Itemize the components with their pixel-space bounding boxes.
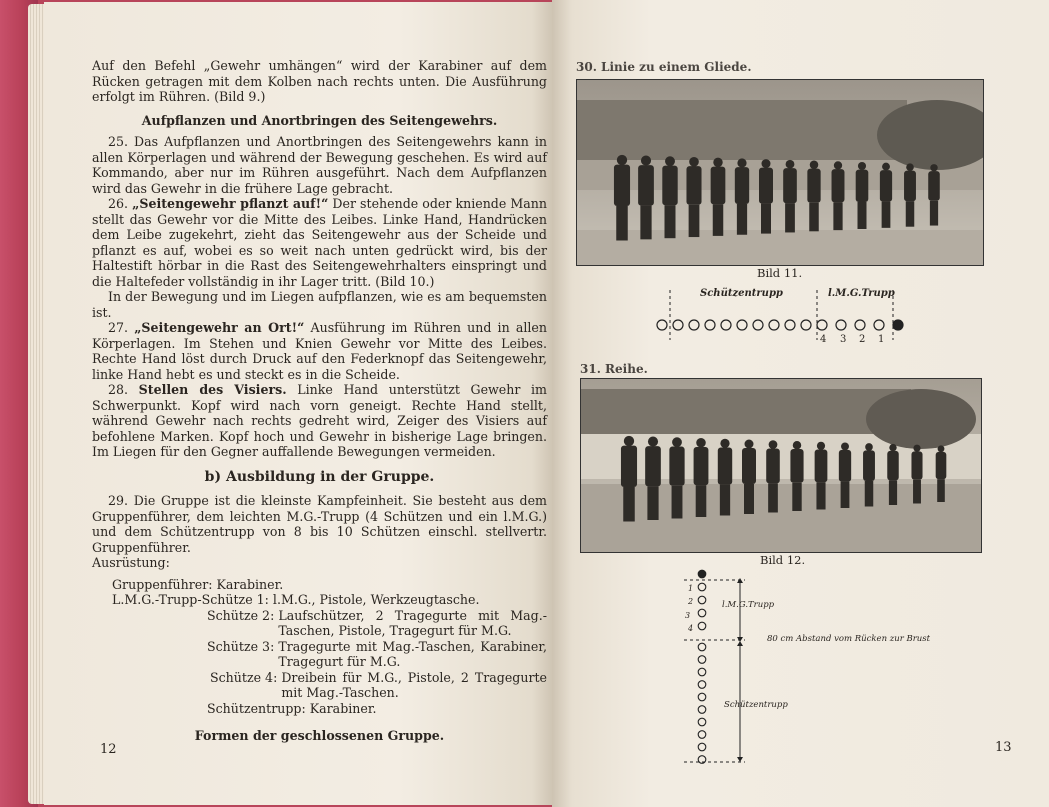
equipment-label: Schütze 4: [210,669,278,685]
caption-bild-11: Bild 11. [757,266,803,280]
diagram-soldier-marker [698,718,706,726]
soldier-body [928,171,940,201]
caption-bild-12: Bild 12. [760,553,806,567]
paragraph-26-text: Der stehende oder kniende Mann stellt das Gewehr vor die Mitte des Leibes. Linke Hand, Handrücken dem Leibe zugekehrt, zieht das Seitengewehr aus der Scheide und pflanzt es auf, wobei es so weit nach unten gedrückt wird, bis der Haltestift hörbar in die Rast des Seitengewehrhalters einspringt und die Haltefeder vollständig in ihr Lager tritt. (Bild 10.) [92,196,548,289]
paragraph-27 [92,320,547,382]
soldier-legs [720,485,730,516]
diagram-soldier-marker [721,320,731,330]
soldier-head [720,439,729,448]
soldier-head [762,159,771,168]
equipment-list [92,577,547,717]
soldier-legs [785,203,795,232]
soldier-head [817,442,825,450]
soldier-legs [841,482,850,508]
soldier-body [904,171,916,202]
soldier-head [713,158,722,167]
equipment-row [92,577,547,593]
soldier-legs [737,204,747,235]
soldier-legs [809,203,819,232]
soldier-body [662,166,677,206]
soldier-body [718,448,732,485]
soldier-body [856,170,869,202]
soldier-head [858,162,866,170]
equipment-row [92,608,547,639]
heading-formen: Formen der geschlossenen Gruppe. [194,728,445,743]
soldier-body [621,446,637,487]
diagram-soldier-marker [769,320,779,330]
soldier-body [783,168,797,203]
soldier-body [832,169,845,202]
photo-bild-11 [576,79,984,266]
soldier-legs [792,483,801,511]
paragraph-26 [92,196,547,289]
equipment-value: Laufschützer, 2 Tragegurte mit Mag.-Taschen, Pistole, Tragegurt für M.G. [278,607,547,638]
soldier-legs [672,486,683,519]
diagram-soldier-marker [698,668,706,676]
section-31-title: 31. Reihe. [580,362,648,376]
equipment-label: Schütze 3: [207,638,275,654]
soldier-body [863,450,875,481]
diagram-soldier-marker [698,681,706,689]
soldier-head [769,440,778,449]
soldier-head [865,443,873,451]
soldier-head [841,442,849,450]
soldier-head [793,441,801,449]
soldier-head [745,440,754,449]
intro-paragraph: Auf den Befehl „Gewehr umhängen“ wird der Karabiner auf dem Rücken getragen mit dem Kolben nach rechts unten. Die Ausführung erfolgt im Rühren. (Bild 9.) [92,58,547,104]
soldier-head [617,155,627,165]
soldier-legs [882,202,891,228]
soldier-body [807,169,820,203]
diagram-soldier-marker [698,643,706,651]
soldier-legs [623,487,635,522]
equipment-row [92,670,547,701]
paragraph-28-number: 28. [108,382,129,397]
paragraph-27-text: Ausführung im Rühren und in allen Körperlagen. Im Stehen und Knien Gewehr vor Mitte des Leibes. Rechte Hand löst durch Druck auf den Federknopf das Seitengewehr, linke Hand hebt es und steckt es in die Scheide. [92,320,547,382]
diagram-soldier-marker [737,320,747,330]
lmg-number-2: 2 [859,334,866,345]
equipment-value: Karabiner. [216,576,284,592]
file-number-2: 2 [688,597,694,606]
soldier-head [882,163,890,171]
soldier-legs [858,202,867,229]
equipment-row [92,639,547,670]
soldier-legs [696,485,707,517]
left-page-text [92,58,547,750]
soldier-head [938,445,945,452]
equipment-row [92,592,547,608]
diagram-soldier-marker [698,609,706,617]
soldier-legs [906,201,915,227]
soldier-legs [937,479,945,502]
lmg-number-4: 4 [820,334,827,345]
soldier-body [711,167,726,205]
equipment-label: L.M.G.-Trupp-Schütze 1: [112,592,269,607]
diagram-soldier-marker [698,743,706,751]
paragraph-27-command: „Seitengewehr an Ort!“ [134,320,305,335]
diagram-soldier-marker [698,583,706,591]
equipment-row [92,701,547,717]
equipment-title: Ausrüstung: [92,555,170,570]
soldier-legs [913,480,921,504]
soldier-body [694,447,709,485]
soldier-legs [889,480,897,505]
paragraph-26b: In der Bewegung und im Liegen aufpflanzen, wie es am bequemsten ist. [92,289,547,320]
paragraph-26-command: „Seitengewehr pflanzt auf!“ [132,196,329,211]
file-number-4: 4 [688,624,694,633]
label-lmg-trupp-1: l.M.G.Trupp [828,288,895,299]
soldier-head [689,157,699,167]
equipment-label: Schützentrupp: [207,700,306,716]
soldier-legs [744,484,754,514]
file-number-1: 1 [688,584,694,593]
soldier-legs [665,205,676,238]
diagram-soldier-marker [689,320,699,330]
soldier-body [936,452,947,479]
equipment-value: Tragegurte mit Mag.-Taschen, Karabiner, Tragegurt für M.G. [278,638,547,669]
soldier-body [686,166,701,205]
soldier-body [669,447,684,486]
soldier-body [839,450,851,482]
soldier-legs [713,204,724,236]
soldier-head [786,160,795,169]
soldier-head [930,164,937,171]
label-distance: 80 cm Abstand vom Rücken zur Brust [767,634,931,644]
soldier-head [641,156,651,166]
soldier-head [672,437,682,447]
soldier-head [834,161,842,169]
soldier-legs [761,204,771,234]
soldier-legs [768,483,778,512]
diagram-soldier-marker [753,320,763,330]
soldier-head [913,445,920,452]
soldier-body [790,449,803,483]
soldier-body [638,165,654,206]
soldier-legs [647,486,658,520]
soldier-legs [833,202,842,230]
diagram-soldier-marker [673,320,683,330]
diagram-soldier-marker [698,622,706,630]
soldier-head [696,438,706,448]
paragraph-28-command: Stellen des Visiers. [138,382,287,397]
diagram-soldier-marker [705,320,715,330]
diagram-soldier-marker [698,596,706,604]
soldier-head [648,437,658,447]
diagram-soldier-marker [817,320,827,330]
paragraph-25: 25. Das Aufpflanzen und Anortbringen des Seitengewehrs kann in allen Körperlagen und während der Bewegung geschehen. Es wird auf Kommando, aber nur im Rühren ausgeführt. Nach dem Aufpflanzen wird das Gewehr in die frühere Lage gebracht. [92,134,547,196]
section-heading-b: b) Ausbildung in der Gruppe. [204,468,435,485]
equipment-value: Karabiner. [309,700,377,716]
soldier-legs [616,206,628,241]
paragraph-28 [92,382,547,460]
diagram-soldier-marker [657,320,667,330]
diagram-soldier-marker [698,693,706,701]
soldier-head [665,156,675,166]
diagram-soldier-marker [855,320,865,330]
soldier-body [645,446,661,486]
soldier-body [614,165,630,206]
paragraph-26-number: 26. [108,196,129,211]
equipment-label: Schütze 2: [207,607,275,623]
photo-bild-12 [580,378,982,553]
diagram-soldier-marker [785,320,795,330]
page-number-left: 12 [100,742,117,757]
page-number-right: 13 [995,740,1012,755]
diagram-soldier-marker [698,656,706,664]
diagram-soldier-marker [698,731,706,739]
equipment-value: Dreibein für M.G., Pistole, 2 Tragegurte mit Mag.-Taschen. [281,669,547,700]
diagram-soldier-marker [801,320,811,330]
soldier-legs [689,205,700,237]
file-number-3: 3 [685,611,691,620]
soldier-body [880,170,892,202]
soldier-body [766,448,780,483]
paragraph-27-number: 27. [108,320,129,335]
soldier-legs [816,482,825,509]
soldier-legs [865,481,874,507]
section-30-title: 30. Linie zu einem Gliede. [576,60,752,74]
lmg-number-3: 3 [840,334,847,345]
soldier-body [742,448,756,484]
label-schuetzentrupp-1: Schützentrupp [700,288,783,299]
photo-line-formation [577,80,983,265]
soldier-head [624,436,634,446]
soldier-head [889,444,896,451]
soldier-head [737,158,746,167]
diagram-soldier-marker [874,320,884,330]
paragraph-28-text: Linke Hand unterstützt Gewehr im Schwerpunkt. Kopf wird nach vorn geneigt. Rechte Hand stellt, während Gewehr nach rechts gedreht wird, Zeiger des Visiers auf befohlene Marken. Kopf hoch und Gewehr in bisherige Lage bringen. Im Liegen für den Gegner auffallende Bewegungen vermeiden. [92,382,547,459]
diagram-soldier-marker [698,706,706,714]
soldier-legs [930,201,938,226]
soldier-body [815,449,828,482]
soldier-body [887,451,898,481]
label-schuetzentrupp-2: Schützentrupp [724,700,788,710]
label-lmg-trupp-2: l.M.G.Trupp [722,600,775,610]
diagram-soldier-marker [698,570,706,578]
photo-file-formation [581,379,981,552]
equipment-label: Gruppenführer: [112,576,213,592]
diagram-soldier-marker [893,320,903,330]
soldier-head [906,163,914,171]
equipment-value: l.M.G., Pistole, Werkzeugtasche. [272,592,480,607]
soldier-head [810,161,819,170]
diagram-soldier-marker [836,320,846,330]
soldier-body [735,167,749,204]
lmg-number-1: 1 [878,334,885,345]
paragraph-29: 29. Die Gruppe ist die kleinste Kampfeinheit. Sie besteht aus dem Gruppenführer, dem leichten M.G.-Trupp (4 Schützen und ein l.M.G.) und dem Schützentrupp von 8 bis 10 Schützen einschl. stellvertr. Gruppenführer. [92,493,547,555]
soldier-legs [640,206,651,240]
heading-seitengewehr: Aufpflanzen und Anortbringen des Seitengewehrs. [141,112,498,128]
soldier-body [759,168,773,204]
soldier-body [911,451,922,479]
